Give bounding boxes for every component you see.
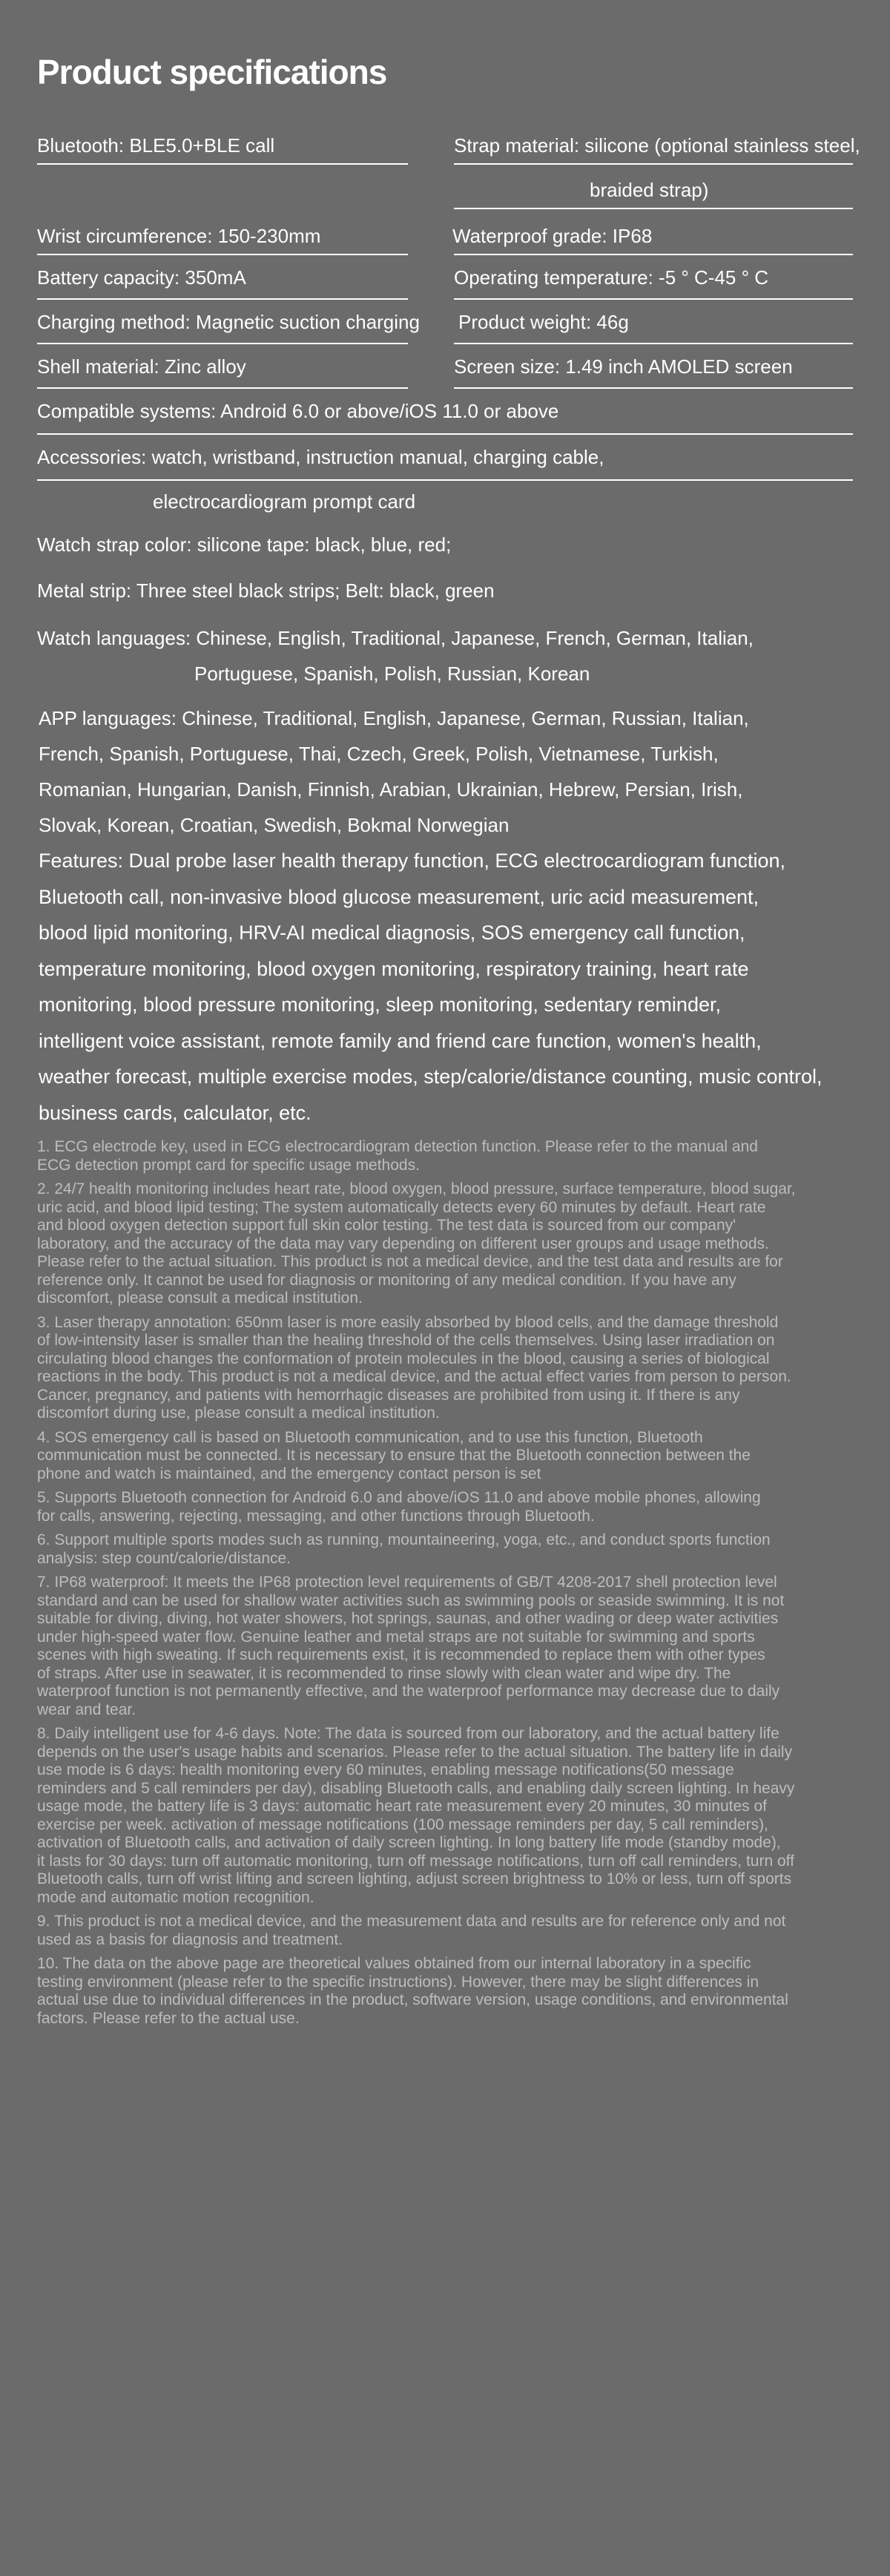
watch-languages-cont: Portuguese, Spanish, Polish, Russian, Korean — [194, 663, 590, 685]
footnote-line: actual use due to individual differences in the product, software version, usage conditions, and environmental — [37, 1991, 788, 2008]
footnote-9 — [37, 1913, 860, 1949]
footnote-line: activation of Bluetooth calls, and activation of daily screen lighting. In long battery life mode (standby mode), — [37, 1834, 781, 1851]
footnote-line: 10. The data on the above page are theoretical values obtained from our internal laboratory in a specific — [37, 1955, 751, 1972]
footnote-line: exercise per week. activation of message notifications (100 message reminders per day, 5 call reminders), — [37, 1816, 768, 1833]
footnote-line: mode and automatic motion recognition. — [37, 1888, 314, 1906]
footnote-line: use mode is 6 days: health monitoring every 60 minutes, enabling message notifications(50 message — [37, 1761, 734, 1778]
footnote-line: 8. Daily intelligent use for 4-6 days. Note: The data is sourced from our laboratory, and the actual battery life — [37, 1725, 779, 1742]
divider — [454, 387, 853, 389]
footnote-4 — [37, 1429, 860, 1484]
divider — [37, 298, 408, 300]
footnote-line: discomfort during use, please consult a medical institution. — [37, 1404, 440, 1422]
footnote-line: circulating blood changes the conformation of protein molecules in the blood, causing a series of biological — [37, 1350, 770, 1367]
footnote-line: Cancer, pregnancy, and patients with hemorrhagic diseases are prohibited from using it. If there is any — [37, 1386, 740, 1404]
features-line: Bluetooth call, non-invasive blood glucose measurement, uric acid measurement, — [39, 885, 759, 908]
features-paragraph — [39, 843, 862, 1131]
footnote-1 — [37, 1138, 860, 1174]
footnote-line: laboratory, and the accuracy of the data may vary depending on different user groups and usage methods. — [37, 1235, 769, 1252]
features-line: temperature monitoring, blood oxygen monitoring, respiratory training, heart rate — [39, 957, 749, 980]
spec-strap-material-cont: braided strap) — [590, 179, 709, 201]
divider — [37, 433, 853, 435]
footnote-line: phone and watch is maintained, and the emergency contact person is set — [37, 1465, 541, 1482]
footnote-3 — [37, 1314, 860, 1423]
footnote-line: 6. Support multiple sports modes such as running, mountaineering, yoga, etc., and conduct sports function — [37, 1531, 771, 1548]
footnote-line: 9. This product is not a medical device, and the measurement data and results are for reference only and not — [37, 1913, 786, 1930]
divider — [37, 254, 408, 255]
spec-compatible: Compatible systems: Android 6.0 or above/iOS 11.0 or above — [37, 400, 559, 422]
divider — [37, 479, 853, 481]
footnote-line: of straps. After use in seawater, it is recommended to rinse slowly with clean water and wipe dry. The — [37, 1664, 731, 1682]
footnote-line: suitable for diving, diving, hot water showers, hot springs, saunas, and other wading or deep water activities — [37, 1610, 779, 1627]
footnote-line: under high-speed water flow. Genuine leather and metal straps are not suitable for swimming and sports — [37, 1628, 755, 1646]
features-line: weather forecast, multiple exercise modes, step/calorie/distance counting, music control, — [39, 1065, 823, 1088]
spec-shell: Shell material: Zinc alloy — [37, 355, 246, 378]
footnote-line: reactions in the body. This product is not a medical device, and the actual effect varies from person to person. — [37, 1368, 791, 1385]
features-line: monitoring, blood pressure monitoring, sleep monitoring, sedentary reminder, — [39, 993, 721, 1016]
spec-screen: Screen size: 1.49 inch AMOLED screen — [454, 355, 793, 378]
footnote-line: depends on the user's usage habits and scenarios. Please refer to the actual situation. The battery life in daily — [37, 1743, 793, 1761]
footnote-line: reference only. It cannot be used for diagnosis or monitoring of any medical condition. If you have any — [37, 1271, 736, 1289]
footnote-line: discomfort, please consult a medical institution. — [37, 1289, 363, 1307]
footnote-line: ECG detection prompt card for specific usage methods. — [37, 1156, 420, 1174]
footnote-line: testing environment (please refer to the specific instructions). However, there may be slight differences in — [37, 1973, 759, 1991]
features-line: business cards, calculator, etc. — [39, 1101, 312, 1124]
footnote-7 — [37, 1574, 860, 1719]
watch-languages: Watch languages: Chinese, English, Traditional, Japanese, French, German, Italian, — [37, 627, 754, 649]
app-languages-line: French, Spanish, Portuguese, Thai, Czech, Greek, Polish, Vietnamese, Turkish, — [39, 743, 719, 765]
spec-bluetooth: Bluetooth: BLE5.0+BLE call — [37, 134, 275, 157]
footnote-line: for calls, answering, rejecting, messaging, and other functions through Bluetooth. — [37, 1507, 595, 1525]
strap-color: Watch strap color: silicone tape: black, blue, red; — [37, 533, 452, 556]
footnote-line: used as a basis for diagnosis and treatment. — [37, 1931, 343, 1948]
footnote-line: of low-intensity laser is smaller than the healing threshold of the cells themselves. Using laser irradiation on — [37, 1332, 775, 1349]
footnote-line: 3. Laser therapy annotation: 650nm laser is more easily absorbed by blood cells, and the damage threshold — [37, 1313, 779, 1331]
spec-weight: Product weight: 46g — [458, 311, 629, 333]
footnote-6 — [37, 1531, 860, 1568]
divider — [454, 163, 853, 165]
footnote-line: Please refer to the actual situation. This product is not a medical device, and the test data and results are for — [37, 1253, 783, 1270]
page-title: Product specifications — [37, 53, 387, 91]
footnote-line: standard and can be used for shallow water activities such as swimming pools or seaside swimming. It is not — [37, 1591, 785, 1609]
spec-strap-material: Strap material: silicone (optional stainless steel, — [454, 134, 860, 157]
spec-temperature: Operating temperature: -5 ° C-45 ° C — [454, 266, 768, 289]
footnote-line: 1. ECG electrode key, used in ECG electrocardiogram detection function. Please refer to the manual and — [37, 1138, 758, 1155]
spec-accessories-cont: electrocardiogram prompt card — [153, 490, 416, 513]
footnote-line: reminders and 5 call reminders per day), disabling Bluetooth calls, and enabling daily screen lighting. In heavy — [37, 1779, 795, 1797]
metal-strip: Metal strip: Three steel black strips; Belt: black, green — [37, 579, 495, 602]
app-languages-line: Slovak, Korean, Croatian, Swedish, Bokmal Norwegian — [39, 814, 510, 836]
spec-wrist: Wrist circumference: 150-230mm — [37, 225, 321, 247]
footnote-5 — [37, 1489, 860, 1525]
footnote-line: waterproof function is not permanently effective, and the waterproof performance may decrease due to daily — [37, 1683, 780, 1700]
divider — [454, 298, 853, 300]
spec-waterproof: Waterproof grade: IP68 — [452, 225, 653, 247]
footnote-2 — [37, 1180, 860, 1308]
footnote-line: analysis: step count/calorie/distance. — [37, 1549, 291, 1567]
divider — [37, 343, 408, 344]
divider — [37, 163, 408, 165]
app-languages-line: Romanian, Hungarian, Danish, Finnish, Arabian, Ukrainian, Hebrew, Persian, Irish, — [39, 778, 743, 801]
spec-charging: Charging method: Magnetic suction charging — [37, 311, 420, 333]
footnote-line: uric acid, and blood lipid testing; The system automatically detects every 60 minutes by default. Heart rate — [37, 1198, 766, 1216]
footnotes — [37, 1138, 860, 2034]
divider — [37, 387, 408, 389]
features-line: intelligent voice assistant, remote family and friend care function, women's health, — [39, 1029, 762, 1052]
footnote-line: scenes with high sweating. If such requirements exist, it is recommended to replace them with other types — [37, 1646, 765, 1663]
footnote-line: it lasts for 30 days: turn off automatic monitoring, turn off message notifications, turn off call reminders, turn off — [37, 1852, 794, 1870]
footnote-line: Bluetooth calls, turn off wrist lifting and screen lighting, adjust screen brightness to 10% or less, turn off sports — [37, 1870, 792, 1887]
footnote-line: 4. SOS emergency call is based on Bluetooth communication, and to use this function, Bluetooth — [37, 1428, 703, 1446]
footnote-line: communication must be connected. It is necessary to ensure that the Bluetooth connection between the — [37, 1447, 751, 1464]
app-languages-line: APP languages: Chinese, Traditional, English, Japanese, German, Russian, Italian, — [39, 707, 749, 729]
features-line: blood lipid monitoring, HRV-AI medical diagnosis, SOS emergency call function, — [39, 921, 745, 944]
divider — [454, 208, 853, 209]
divider — [454, 254, 853, 255]
footnote-line: and blood oxygen detection support full skin color testing. The test data is sourced from our company' — [37, 1217, 736, 1234]
spec-battery: Battery capacity: 350mA — [37, 266, 246, 289]
footnote-10 — [37, 1955, 860, 2028]
footnote-line: 5. Supports Bluetooth connection for Android 6.0 and above/iOS 11.0 and above mobile phones, allowing — [37, 1489, 761, 1506]
features-line: Features: Dual probe laser health therapy function, ECG electrocardiogram function, — [39, 850, 786, 872]
footnote-line: wear and tear. — [37, 1701, 136, 1718]
spec-accessories: Accessories: watch, wristband, instruction manual, charging cable, — [37, 446, 604, 468]
divider — [454, 343, 853, 344]
footnote-line: usage mode, the battery life is 3 days: automatic heart rate measurement every 20 minutes, 30 minutes of — [37, 1798, 768, 1815]
footnote-line: 7. IP68 waterproof: It meets the IP68 protection level requirements of GB/T 4208-2017 shell protection level — [37, 1574, 777, 1591]
footnote-8 — [37, 1725, 860, 1907]
footnote-line: 2. 24/7 health monitoring includes heart rate, blood oxygen, blood pressure, surface temperature, blood sugar, — [37, 1180, 796, 1197]
footnote-line: factors. Please refer to the actual use. — [37, 2009, 300, 2027]
